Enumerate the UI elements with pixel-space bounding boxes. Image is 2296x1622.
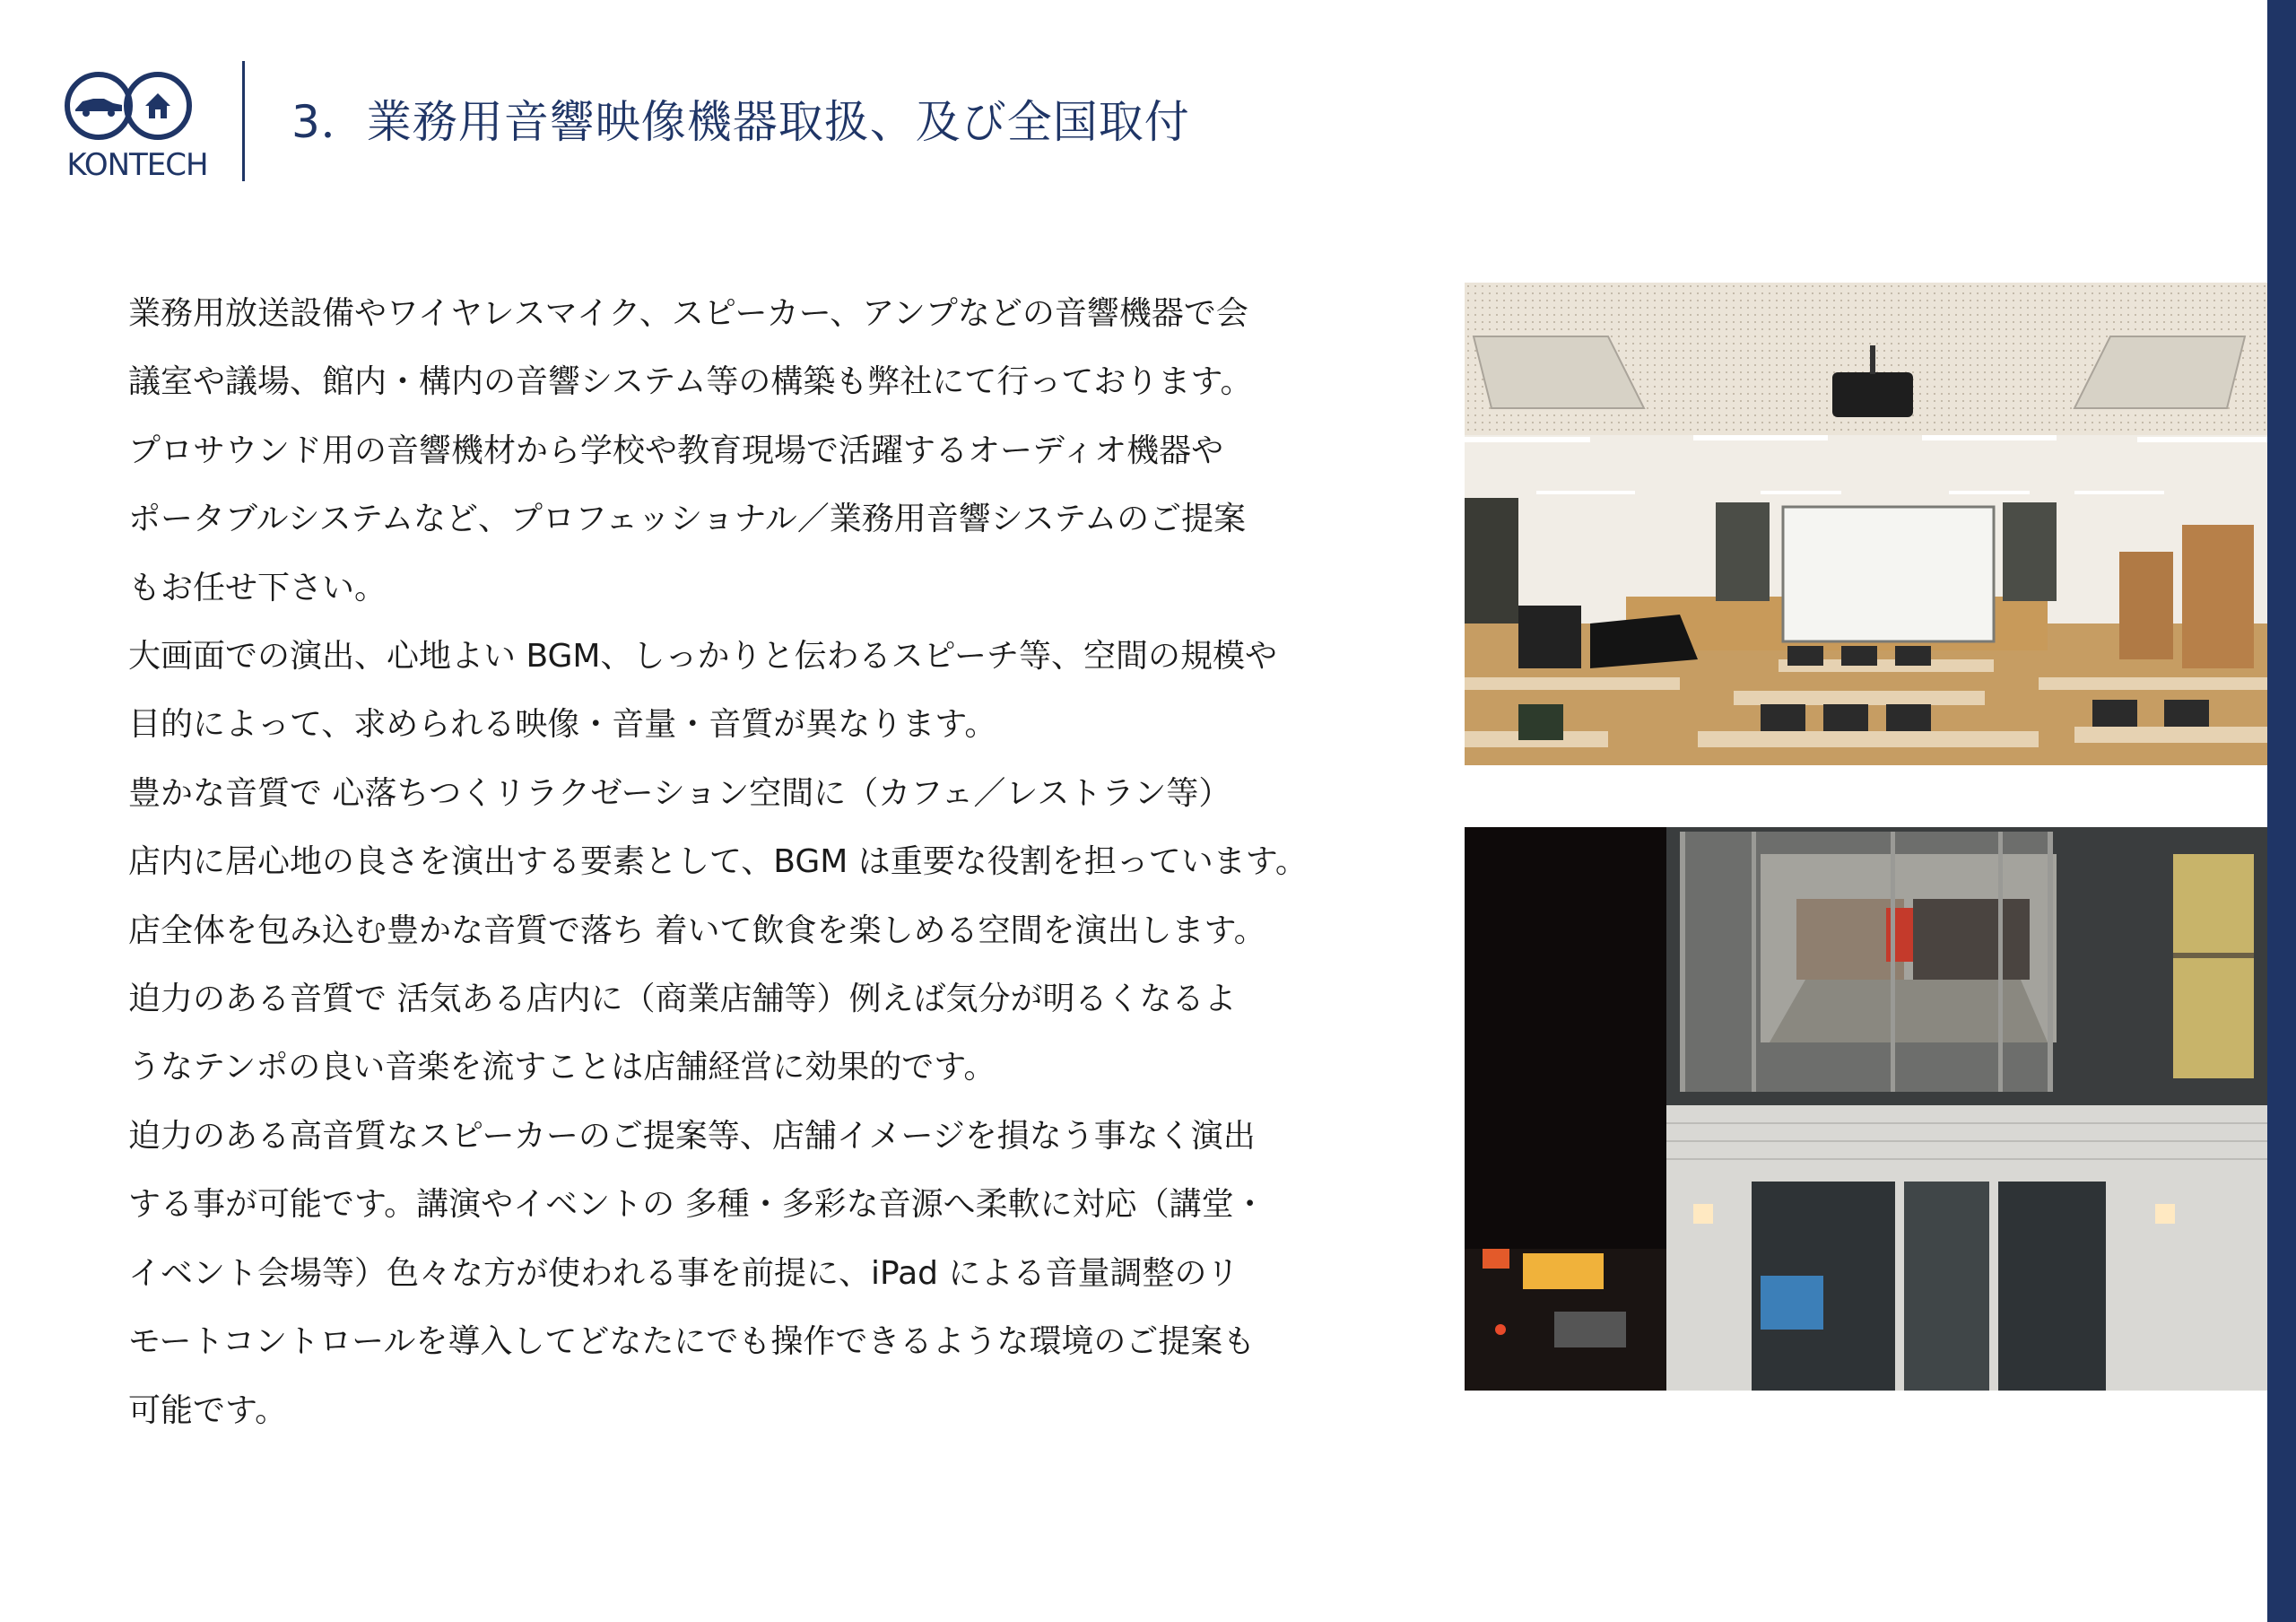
body-line: 議室や議場、館内・構内の音響システム等の構築も弊社にて行っております。 [128,363,1253,401]
body-line: もお任せ下さい。 [128,569,387,606]
kontech-logo [63,61,215,187]
body-line: 迫力のある音質で 活気ある店内に（商業店舗等）例えば気分が明るくなるよ [128,981,1237,1018]
body-line: プロサウンド用の音響機材から学校や教育現場で活躍するオーディオ機器や [128,432,1224,469]
body-text [128,280,1384,1445]
logo-mark-icon [63,61,215,147]
body-line: 店全体を包み込む豊かな音質で落ち 着いて飲食を楽しめる空間を演出します。 [128,911,1266,949]
storefront-photo [1465,827,2267,1391]
body-line: 業務用放送設備やワイヤレスマイク、スピーカー、アンプなどの音響機器で会 [128,295,1248,332]
body-line: する事が可能です。講演やイベントの 多種・多彩な音源へ柔軟に対応（講堂・ [128,1186,1266,1224]
page-title: 3．業務用音響映像機器取扱、及び全国取付 [291,96,1190,148]
body-line: 大画面での演出、心地よい BGM、しっかりと伝わるスピーチ等、空間の規模や [128,638,1278,676]
body-line: モートコントロールを導入してどなたにでも操作できるような環境のご提案も [128,1323,1256,1361]
body-line: イベント会場等）色々な方が使われる事を前提に、iPad による音量調整のリ [128,1254,1239,1292]
body-line: 店内に居心地の良さを演出する要素として、BGM は重要な役割を担っています。 [128,843,1308,881]
body-line: 目的によって、求められる映像・音量・音質が異なります。 [128,706,997,744]
conference-room-photo [1465,283,2267,765]
header-divider [242,61,245,181]
body-line: ポータブルシステムなど、プロフェッショナル／業務用音響システムのご提案 [128,501,1247,538]
body-line: 豊かな音質で 心落ちつくリラクゼーション空間に（カフェ／レストラン等） [128,774,1231,812]
body-line: 迫力のある高音質なスピーカーのご提案等、店舗イメージを損なう事なく演出 [128,1117,1256,1155]
right-accent-bar [2267,0,2296,1622]
logo-text: KONTECH [66,147,208,183]
body-line: うなテンポの良い音楽を流すことは店舗経営に効果的です。 [128,1049,996,1086]
body-line: 可能です。 [128,1391,288,1429]
